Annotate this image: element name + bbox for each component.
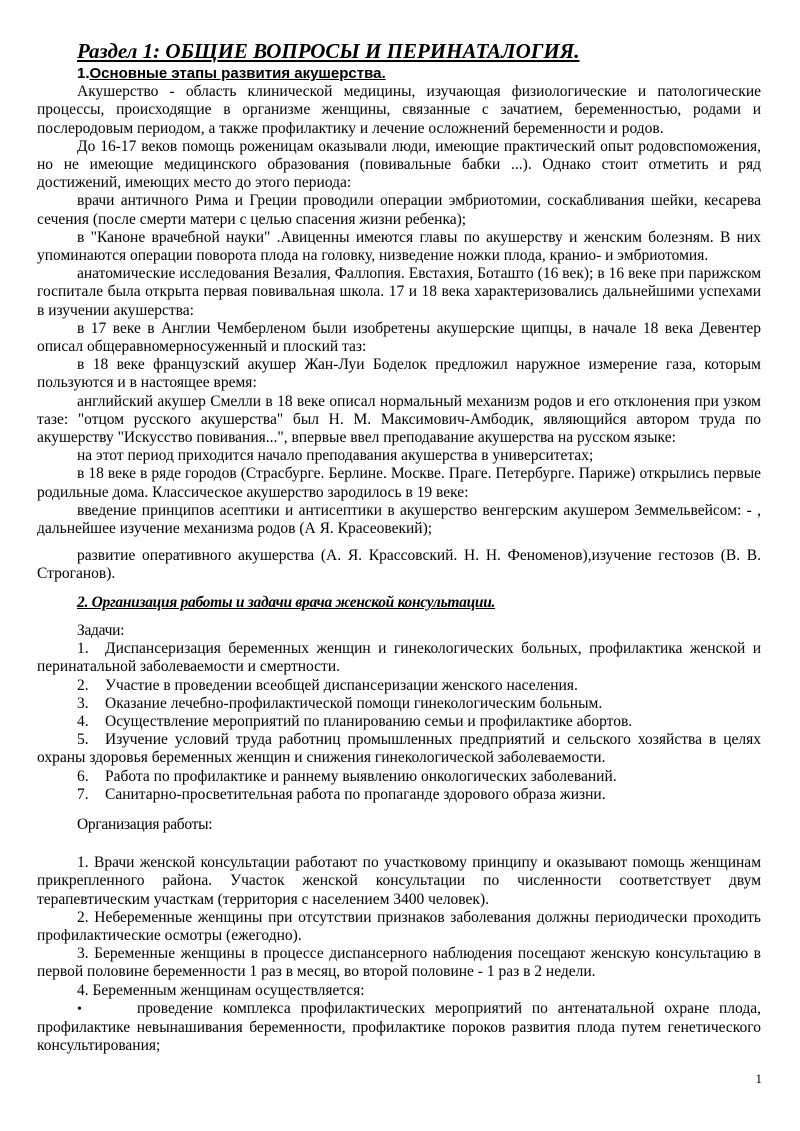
bullet-text: проведение комплекса профилактических мероприятий по антенатальной охране плода, профилактике невынашивания беременности, профилактике пороков развития плода путем генетического консультирования; (37, 999, 761, 1055)
list-item (37, 677, 761, 695)
list-text: Изучение условий труда работниц промышленных предприятий и сельского хозяйства в целях охраны здоровья беременных женщин и снижения гинекологической заболеваемости. (37, 731, 761, 767)
paragraph: анатомические исследования Везалия, Фаллопия. Евстахия, Боташто (16 век); в 16 веке при парижском госпитале была открыта первая повивальная школа. 17 и 18 века характеризовались дальнейшими успехами в изучении акушерства: (37, 265, 761, 319)
list-number: 1. (77, 640, 89, 658)
tasks-list (37, 640, 761, 804)
list-item: 4. Беременным женщинам осуществляется: (77, 981, 365, 999)
section1-number: 1. (77, 65, 90, 82)
paragraph: развитие оперативного акушерства (А. Я. Крассовский. Н. Н. Феноменов),изучение гестозов (В. В. Строганов). (37, 547, 761, 583)
paragraph: в 18 веке в ряде городов (Страсбурге. Берлине. Москве. Праге. Петербурге. Париже) открылись первые родильные дома. Классическое акушерство зародилось в 19 веке: (37, 465, 761, 501)
org-list (37, 854, 761, 1055)
paragraph: До 16-17 веков помощь роженицам оказывали люди, имеющие практический опыт родовспоможения, но не имеющие медицинского образования (повивальные бабки ...). Однако стоит отметить и ряд достижений, имеющих место до этого периода: (37, 137, 761, 192)
paragraph: в 18 веке французский акушер Жан-Луи Боделок предложил наружное измерение газа, которым пользуются и в настоящее время: (37, 356, 761, 392)
list-item (37, 713, 761, 731)
list-item (37, 695, 761, 713)
list-text: Осуществление мероприятий по планированию семьи и профилактике абортов. (105, 712, 633, 730)
list-item (37, 786, 761, 804)
list-text: Оказание лечебно-профилактической помощи гинекологическим больным. (105, 694, 603, 712)
list-text: Участие в проведении всеобщей диспансеризации женского населения. (105, 676, 578, 694)
document-page (37, 38, 761, 1055)
paragraph: введение принципов асептики и антисептики в акушерство венгерским акушером Земмельвейсом: - , дальнейшее изучение механизма родов (А Я. Красеовекий); (37, 501, 761, 538)
paragraph: Акушерство - область клинической медицины, изучающая физиологические и патологические процессы, происходящие в организме женщины, связанные с зачатием, беременностью, родами и послеродовым периодом, а также профилактику и лечение осложнений беременности и родов. (37, 83, 761, 137)
section2-heading: 2. Организация работы и задачи врача женской консультации. (77, 593, 496, 611)
list-text: Санитарно-просветительная работа по пропаганде здорового образа жизни. (105, 785, 606, 803)
list-number: 2. (77, 676, 89, 694)
paragraph: в 17 веке в Англии Чемберленом были изобретены акушерские щипцы, в начале 18 века Девентер описал общеравномерносуженный и плоский таз: (37, 319, 761, 356)
list-number: 5. (77, 731, 89, 749)
list-item (37, 731, 761, 767)
list-number: 7. (77, 785, 89, 803)
paragraph: английский акушер Смелли в 18 веке описал нормальный механизм родов и его отклонения при узком тазе: "отцом русского акушерства" был Н. М. Максимович-Амбодик, являющийся автором труда по акушерству "Искусство повивания...", впервые ввел преподавание акушерства на русском языке: (37, 392, 761, 447)
list-text: Диспансеризация беременных женщин и гинекологических больных, профилактика женской и перинатальной заболеваемости и смертности. (37, 640, 761, 676)
list-number: 4. (77, 712, 89, 730)
list-number: 6. (77, 767, 89, 785)
page-title: Раздел 1: ОБЩИЕ ВОПРОСЫ И ПЕРИНАТАЛОГИЯ. (77, 39, 580, 63)
list-number: 3. (77, 694, 89, 712)
bullet-item (37, 1000, 761, 1056)
section1-heading-text: Основные этапы развития акушерства. (89, 65, 386, 82)
list-text: Работа по профилактике и раннему выявлению онкологических заболеваний. (105, 767, 617, 785)
list-item: 1. Врачи женской консультации работают по участковому принципу и оказывают помощь женщинам прикрепленного района. Участок женской консультации по численности соответствует двум терапевтическим участкам (территория с населением 3400 человек). (37, 854, 761, 908)
page-number: 1 (755, 1071, 762, 1086)
section1-heading (77, 65, 761, 83)
list-item: 2. Небеременные женщины при отсутствии признаков заболевания должны периодически проходить профилактические осмотры (ежегодно). (37, 908, 761, 944)
list-item: 3. Беременные женщины в процессе диспансерного наблюдения посещают женскую консультацию в первой половине беременности 1 раз в месяц, во второй половине - 1 раз в 2 недели. (37, 945, 761, 981)
paragraph: врачи античного Рима и Греции проводили операции эмбриотомии, соскабливания шейки, кесарева сечения (после смерти матери с целью спасения жизни ребенка); (37, 192, 761, 228)
list-item (37, 640, 761, 676)
tasks-label: Задачи: (77, 621, 125, 639)
paragraph: на этот период приходится начало преподавания акушерства в университетах; (77, 447, 594, 465)
list-item (37, 768, 761, 786)
paragraph: в "Каноне врачебной науки" .Авиценны имеются главы по акушерству и женским болезням. В них упоминаются операции поворота плода на головку, низведение ножки плода, кранио- и эмбриотомия. (37, 228, 761, 265)
org-label: Организация работы: (77, 815, 213, 833)
bullet-icon: • (77, 1001, 82, 1017)
